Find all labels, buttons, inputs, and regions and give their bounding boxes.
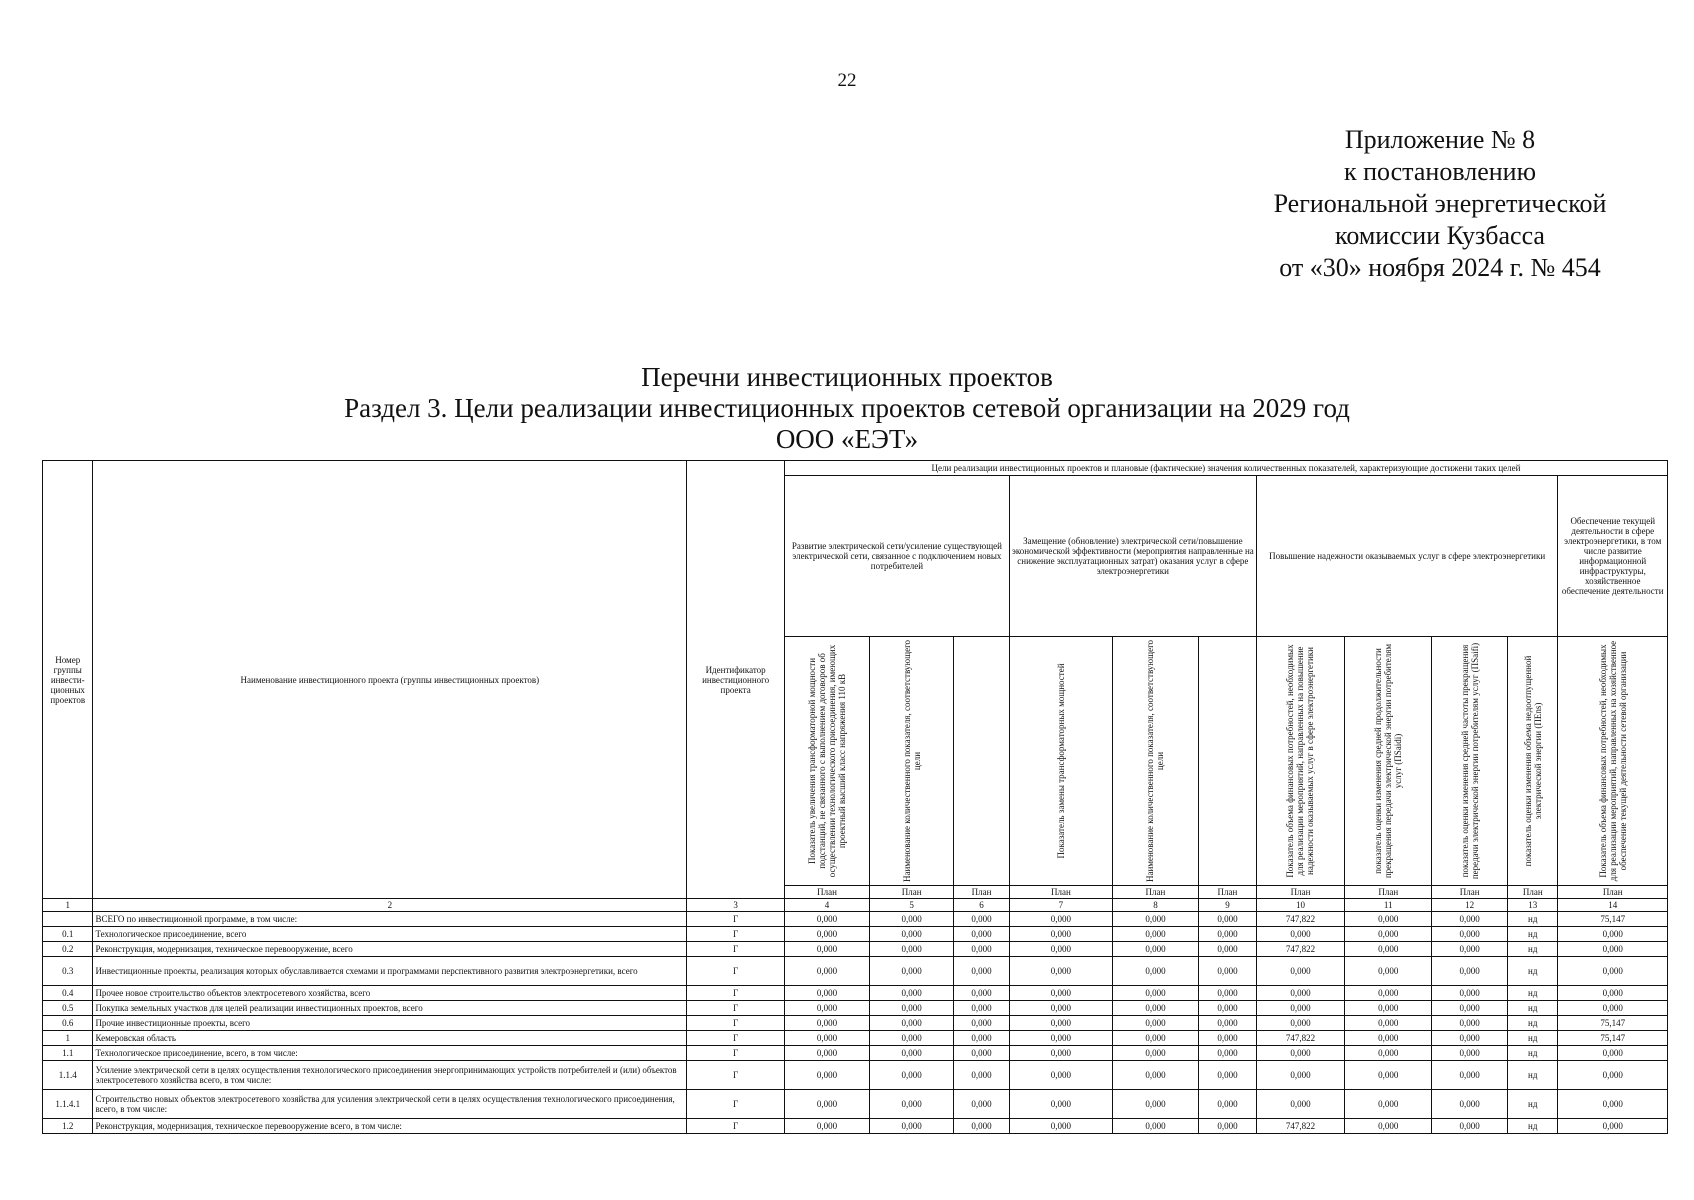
row-value: нд — [1508, 942, 1558, 957]
row-value: 0,000 — [1199, 1119, 1257, 1134]
row-value: 0,000 — [1432, 1061, 1508, 1090]
row-id: Г — [687, 1001, 785, 1016]
row-number: 1.1.4 — [43, 1061, 93, 1090]
plan-label: План — [1199, 886, 1257, 899]
document-title — [0, 362, 1694, 455]
row-value: 0,000 — [1256, 1061, 1344, 1090]
row-number: 0.4 — [43, 986, 93, 1001]
row-value: 0,000 — [1009, 1061, 1112, 1090]
row-value: 0,000 — [954, 1090, 1010, 1119]
header-goals: Цели реализации инвестиционных проектов и плановые (фактические) значения количественных показателей, характеризующие достижени таких целей — [784, 461, 1667, 476]
row-value: 0,000 — [1112, 1061, 1198, 1090]
plan-label: План — [1432, 886, 1508, 899]
row-id: Г — [687, 1119, 785, 1134]
row-value: 0,000 — [954, 1016, 1010, 1031]
row-id: Г — [687, 1090, 785, 1119]
row-value: 0,000 — [1558, 986, 1668, 1001]
row-value: 0,000 — [1199, 1031, 1257, 1046]
row-value: нд — [1508, 1061, 1558, 1090]
row-value: 0,000 — [1256, 1016, 1344, 1031]
row-value: 0,000 — [1199, 957, 1257, 986]
row-value: 0,000 — [1112, 927, 1198, 942]
row-value: 0,000 — [870, 942, 954, 957]
row-value: нд — [1508, 1031, 1558, 1046]
row-value: 0,000 — [1199, 986, 1257, 1001]
row-value: 0,000 — [1558, 927, 1668, 942]
row-id: Г — [687, 942, 785, 957]
row-value: 0,000 — [1112, 986, 1198, 1001]
row-value: 0,000 — [870, 1061, 954, 1090]
col-number: 13 — [1508, 899, 1558, 912]
row-number: 0.5 — [43, 1001, 93, 1016]
appendix-line: от «30» ноября 2024 г. № 454 — [1279, 253, 1601, 282]
plan-label: План — [1558, 886, 1668, 899]
plan-label: План — [1508, 886, 1558, 899]
col-number: 8 — [1112, 899, 1198, 912]
row-value: 0,000 — [870, 1016, 954, 1031]
row-value: 0,000 — [1112, 912, 1198, 927]
row-value: 0,000 — [1256, 957, 1344, 986]
row-value: 0,000 — [1432, 912, 1508, 927]
row-value: 0,000 — [1112, 1119, 1198, 1134]
row-value: нд — [1508, 1001, 1558, 1016]
row-value: нд — [1508, 912, 1558, 927]
plan-label: План — [1112, 886, 1198, 899]
row-value: 0,000 — [1558, 1046, 1668, 1061]
row-value: 0,000 — [1345, 957, 1432, 986]
row-value: 0,000 — [1009, 1001, 1112, 1016]
row-value: 0,000 — [870, 1119, 954, 1134]
row-id: Г — [687, 912, 785, 927]
title-line-3: ООО «ЕЭТ» — [775, 424, 919, 454]
row-value: 0,000 — [1345, 912, 1432, 927]
header-group-replacement: Замещение (обновление) электрической сети/повышение экономической эффективности (мероприятия направленные на снижение эксплуатационных затрат) оказания услуг в сфере электроэнергетики — [1009, 476, 1256, 637]
row-value: 0,000 — [1199, 942, 1257, 957]
col-number: 2 — [93, 899, 687, 912]
row-value: нд — [1508, 927, 1558, 942]
row-name: Усиление электрической сети в целях осуществления технологического присоединения энергопринимающих устройств потребителей и (или) объектов электросетевого хозяйства всего, в том числе: — [93, 1061, 687, 1090]
row-value: 0,000 — [1256, 1001, 1344, 1016]
row-value: 0,000 — [1345, 927, 1432, 942]
row-name: ВСЕГО по инвестиционной программе, в том числе: — [93, 912, 687, 927]
table-row — [43, 912, 1668, 927]
appendix-block — [1220, 124, 1660, 284]
table-row — [43, 1090, 1668, 1119]
table-row — [43, 1119, 1668, 1134]
row-value: 0,000 — [1432, 927, 1508, 942]
row-value: 0,000 — [1432, 986, 1508, 1001]
row-value: 0,000 — [1112, 942, 1198, 957]
plan-label: План — [954, 886, 1010, 899]
appendix-line: Приложение № 8 — [1344, 125, 1536, 154]
row-number: 1.1.4.1 — [43, 1090, 93, 1119]
appendix-line: к постановлению — [1343, 157, 1537, 186]
col-number: 14 — [1558, 899, 1668, 912]
row-name: Реконструкция, модернизация, техническое перевооружение, всего — [93, 942, 687, 957]
row-value: 0,000 — [1009, 957, 1112, 986]
row-value: 0,000 — [1112, 1031, 1198, 1046]
row-value: 0,000 — [784, 986, 869, 1001]
row-value: 0,000 — [954, 1001, 1010, 1016]
row-value: 0,000 — [1432, 1046, 1508, 1061]
row-number: 0.3 — [43, 957, 93, 986]
row-value: 0,000 — [1558, 1061, 1668, 1090]
row-id: Г — [687, 1016, 785, 1031]
row-name: Кемеровская область — [93, 1031, 687, 1046]
col-number: 6 — [954, 899, 1010, 912]
col-number: 11 — [1345, 899, 1432, 912]
row-value: нд — [1508, 1016, 1558, 1031]
plan-label: План — [1345, 886, 1432, 899]
plan-label: План — [870, 886, 954, 899]
row-value: 0,000 — [870, 1001, 954, 1016]
table-row — [43, 1001, 1668, 1016]
row-value: 0,000 — [1112, 957, 1198, 986]
row-value: 0,000 — [954, 942, 1010, 957]
row-number — [43, 912, 93, 927]
row-value: 0,000 — [954, 1031, 1010, 1046]
subheader-col-8: Наименование количественного показателя, соответствующего цели — [1145, 639, 1166, 883]
row-value: 0,000 — [1199, 1001, 1257, 1016]
row-value: 0,000 — [784, 1061, 869, 1090]
col-number: 9 — [1199, 899, 1257, 912]
header-group-number: Номер группы инвести-ционных проектов — [43, 461, 93, 899]
row-value: 0,000 — [1009, 986, 1112, 1001]
col-number: 12 — [1432, 899, 1508, 912]
row-number: 1.1 — [43, 1046, 93, 1061]
investment-table — [42, 460, 1668, 1134]
table-body — [43, 912, 1668, 1134]
row-value: 0,000 — [1199, 927, 1257, 942]
row-value: 0,000 — [1345, 1046, 1432, 1061]
table-row — [43, 1031, 1668, 1046]
table-row — [43, 927, 1668, 942]
row-value: нд — [1508, 1046, 1558, 1061]
col-number: 3 — [687, 899, 785, 912]
row-id: Г — [687, 1046, 785, 1061]
row-value: 0,000 — [1432, 1119, 1508, 1134]
row-value: 0,000 — [1432, 1001, 1508, 1016]
row-value: 0,000 — [784, 1031, 869, 1046]
row-id: Г — [687, 1061, 785, 1090]
plan-label: План — [1256, 886, 1344, 899]
subheader-col-7: Показатель замены трансформаторных мощностей — [1055, 663, 1066, 859]
subheader-col-5: Наименование количественного показателя, соответствующего цели — [901, 639, 922, 883]
row-value: 0,000 — [784, 1090, 869, 1119]
title-line-1: Перечни инвестиционных проектов — [641, 362, 1053, 392]
col-number: 7 — [1009, 899, 1112, 912]
plan-label: План — [784, 886, 869, 899]
subheader-col-11: показатель оценки изменения средней продолжительности прекращения передачи электрической энергии потребителям услуг (ΠSaidi) — [1373, 643, 1404, 879]
row-value: 0,000 — [1558, 942, 1668, 957]
row-name: Технологическое присоединение, всего, в том числе: — [93, 1046, 687, 1061]
row-value: 0,000 — [784, 1016, 869, 1031]
row-name: Покупка земельных участков для целей реализации инвестиционных проектов, всего — [93, 1001, 687, 1016]
row-value: 0,000 — [1256, 986, 1344, 1001]
appendix-line: Региональной энергетической — [1273, 189, 1607, 218]
table-row — [43, 1061, 1668, 1090]
row-value: 0,000 — [1009, 927, 1112, 942]
row-value: 0,000 — [1558, 1090, 1668, 1119]
row-id: Г — [687, 927, 785, 942]
row-value: 0,000 — [1199, 912, 1257, 927]
row-value: 0,000 — [870, 1090, 954, 1119]
header-project-name: Наименование инвестиционного проекта (группы инвестиционных проектов) — [93, 461, 687, 899]
row-value: 0,000 — [1112, 1090, 1198, 1119]
title-line-2: Раздел 3. Цели реализации инвестиционных проектов сетевой организации на 2029 год — [344, 393, 1350, 423]
row-number: 1.2 — [43, 1119, 93, 1134]
header-group-development: Развитие электрической сети/усиление существующей электрической сети, связанное с подключением новых потребителей — [784, 476, 1009, 637]
row-name: Строительство новых объектов электросетевого хозяйства для усиления электрической сети в целях осуществления технологического присоединения, всего, в том числе: — [93, 1090, 687, 1119]
col-number: 4 — [784, 899, 869, 912]
row-value: 75,147 — [1558, 1031, 1668, 1046]
subheader-col-4: Показатель увеличения трансформаторной мощности подстанций, не связанного с выполнением договоров об осуществлении технологического присоединения, имеющих проектный высший класс напряжения 110 кВ — [807, 644, 848, 878]
row-value: 0,000 — [954, 957, 1010, 986]
row-value: 0,000 — [1009, 1046, 1112, 1061]
table-row — [43, 942, 1668, 957]
row-value: 747,822 — [1256, 912, 1344, 927]
row-value: 0,000 — [1345, 1119, 1432, 1134]
header-group-support: Обеспечение текущей деятельности в сфере электроэнергетики, в том числе развитие информационной инфраструктуры, хозяйственное обеспечение деятельности — [1558, 476, 1668, 637]
row-number: 0.1 — [43, 927, 93, 942]
row-name: Прочие инвестиционные проекты, всего — [93, 1016, 687, 1031]
row-value: 747,822 — [1256, 942, 1344, 957]
row-value: 0,000 — [1558, 957, 1668, 986]
row-id: Г — [687, 1031, 785, 1046]
header-project-id: Идентификатор инвестиционного проекта — [687, 461, 785, 899]
row-value: 0,000 — [954, 1046, 1010, 1061]
subheader-col-14: Показатель объема финансовых потребностей, необходимых для реализации мероприятий, направленных на хозяйственное обеспечение текущей деятельности сетевой организации — [1597, 640, 1628, 882]
row-value: 0,000 — [1112, 1016, 1198, 1031]
row-value: 0,000 — [784, 942, 869, 957]
row-name: Инвестиционные проекты, реализация которых обуславливается схемами и программами перспективного развития электроэнергетики, всего — [93, 957, 687, 986]
row-value: 0,000 — [1256, 1046, 1344, 1061]
row-value: 0,000 — [870, 927, 954, 942]
row-value: 0,000 — [784, 1001, 869, 1016]
row-value: нд — [1508, 957, 1558, 986]
row-value: 0,000 — [1432, 942, 1508, 957]
row-value: 0,000 — [784, 927, 869, 942]
table-row — [43, 957, 1668, 986]
row-value: 0,000 — [954, 927, 1010, 942]
row-value: 0,000 — [1432, 957, 1508, 986]
row-value: 0,000 — [1345, 1016, 1432, 1031]
table-row — [43, 1016, 1668, 1031]
row-value: 0,000 — [1345, 1001, 1432, 1016]
row-value: 75,147 — [1558, 912, 1668, 927]
row-value: 0,000 — [954, 1061, 1010, 1090]
row-value: 0,000 — [1558, 1119, 1668, 1134]
row-value: 0,000 — [1345, 1061, 1432, 1090]
row-value: 0,000 — [1256, 1090, 1344, 1119]
row-value: 0,000 — [1009, 1090, 1112, 1119]
plan-label: План — [1009, 886, 1112, 899]
page-number: 22 — [837, 70, 857, 91]
row-number: 0.2 — [43, 942, 93, 957]
subheader-col-13: показатель оценки изменения объема недоотпущенной электрической энергии (ΠEns) — [1522, 655, 1543, 867]
row-value: 0,000 — [1009, 1016, 1112, 1031]
row-name: Технологическое присоединение, всего — [93, 927, 687, 942]
row-value: 75,147 — [1558, 1016, 1668, 1031]
row-value: 0,000 — [1009, 1031, 1112, 1046]
row-value: 0,000 — [954, 912, 1010, 927]
row-value: 0,000 — [870, 1031, 954, 1046]
table-row — [43, 986, 1668, 1001]
appendix-line: комиссии Кузбасса — [1335, 221, 1545, 250]
row-value: 0,000 — [870, 986, 954, 1001]
row-value: 0,000 — [1558, 1001, 1668, 1016]
row-id: Г — [687, 957, 785, 986]
row-value: 0,000 — [954, 986, 1010, 1001]
row-value: 0,000 — [1345, 1031, 1432, 1046]
row-value: 0,000 — [784, 957, 869, 986]
row-value: 0,000 — [1199, 1046, 1257, 1061]
row-value: нд — [1508, 1090, 1558, 1119]
col-number: 5 — [870, 899, 954, 912]
col-number: 1 — [43, 899, 93, 912]
row-value: 0,000 — [1112, 1046, 1198, 1061]
col-number: 10 — [1256, 899, 1344, 912]
row-value: 0,000 — [1432, 1031, 1508, 1046]
row-value: 0,000 — [870, 957, 954, 986]
row-value: 0,000 — [1256, 927, 1344, 942]
subheader-col-12: показатель оценки изменения средней частоты прекращения передачи электрической энергии потребителям услуг (ΠSaifi) — [1459, 642, 1480, 880]
subheader-col-10: Показатель объема финансовых потребностей, необходимых для реализации мероприятий, направленных на повышение надежности оказываемых услуг в сфере электроэнергетики — [1285, 644, 1316, 878]
row-number: 0.6 — [43, 1016, 93, 1031]
row-value: 0,000 — [1345, 1090, 1432, 1119]
row-value: 0,000 — [954, 1119, 1010, 1134]
row-number: 1 — [43, 1031, 93, 1046]
row-value: 0,000 — [1345, 942, 1432, 957]
row-value: 0,000 — [1199, 1061, 1257, 1090]
row-value: 0,000 — [1009, 942, 1112, 957]
row-value: 747,822 — [1256, 1119, 1344, 1134]
row-value: 0,000 — [1199, 1016, 1257, 1031]
row-value: 0,000 — [1345, 986, 1432, 1001]
row-value: 0,000 — [784, 912, 869, 927]
row-value: 0,000 — [784, 1046, 869, 1061]
row-value: 0,000 — [870, 912, 954, 927]
row-name: Прочее новое строительство объектов электросетевого хозяйства, всего — [93, 986, 687, 1001]
row-value: нд — [1508, 1119, 1558, 1134]
header-group-reliability: Повышение надежности оказываемых услуг в сфере электроэнергетики — [1256, 476, 1558, 637]
table-row — [43, 1046, 1668, 1061]
row-value: 0,000 — [1432, 1090, 1508, 1119]
row-name: Реконструкция, модернизация, техническое перевооружение всего, в том числе: — [93, 1119, 687, 1134]
row-value: 0,000 — [1432, 1016, 1508, 1031]
row-value: 0,000 — [784, 1119, 869, 1134]
row-id: Г — [687, 986, 785, 1001]
row-value: 0,000 — [1112, 1001, 1198, 1016]
row-value: нд — [1508, 986, 1558, 1001]
row-value: 0,000 — [1009, 912, 1112, 927]
row-value: 0,000 — [870, 1046, 954, 1061]
row-value: 747,822 — [1256, 1031, 1344, 1046]
row-value: 0,000 — [1199, 1090, 1257, 1119]
row-value: 0,000 — [1009, 1119, 1112, 1134]
